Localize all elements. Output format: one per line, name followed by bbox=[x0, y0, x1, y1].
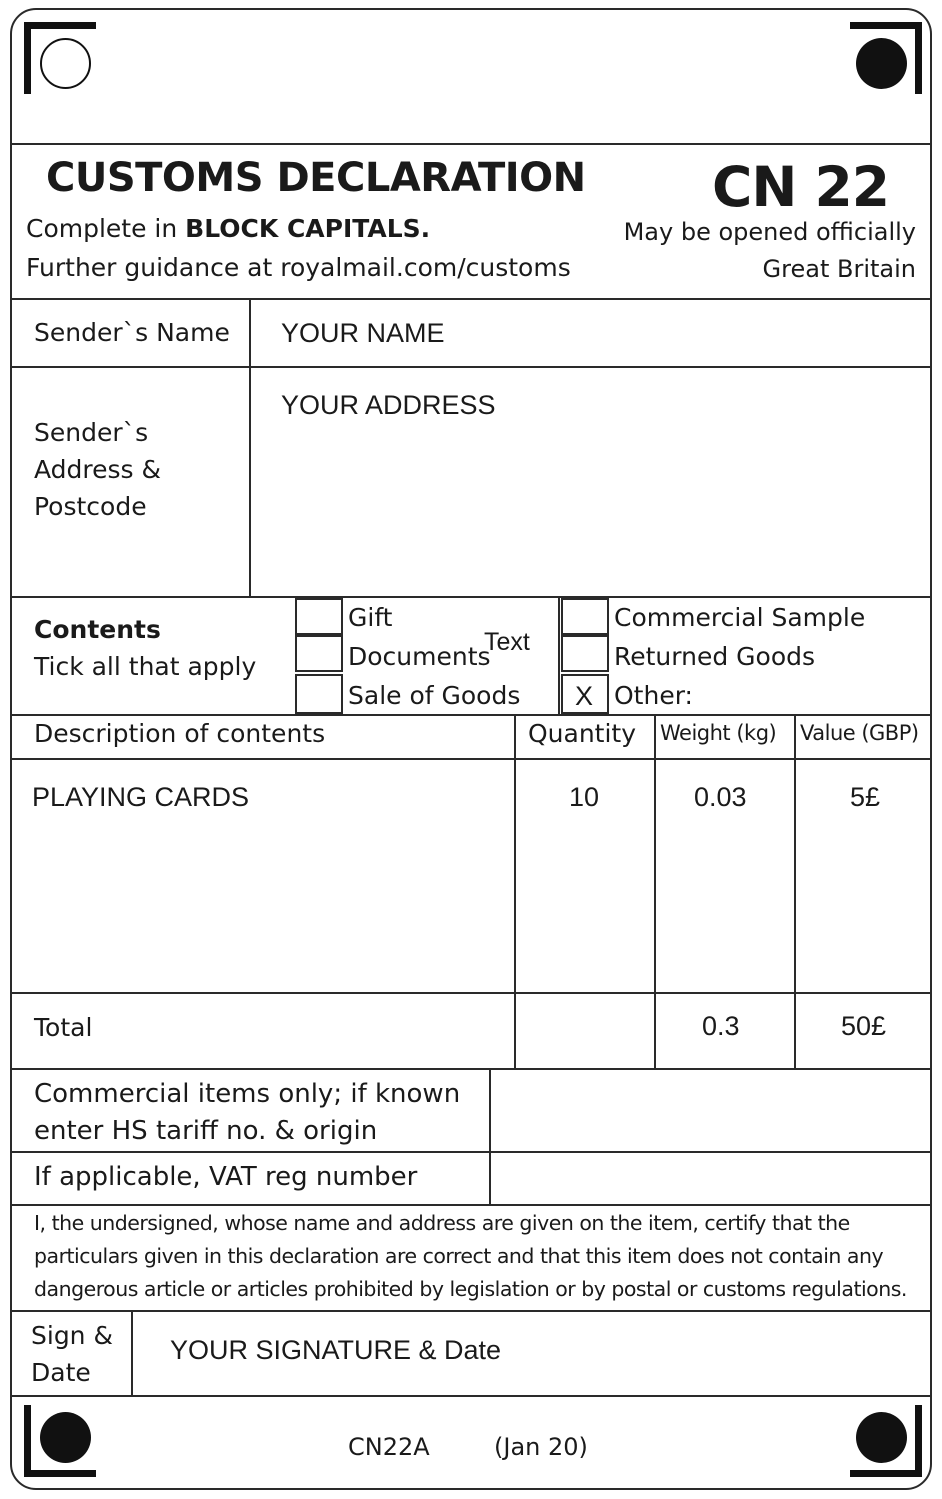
option-other-label: Other: bbox=[614, 681, 693, 710]
option-commercial-sample-label: Commercial Sample bbox=[614, 603, 866, 632]
form-title: CUSTOMS DECLARATION bbox=[46, 155, 586, 201]
declaration-line-3: dangerous article or articles prohibited by legislation or by postal or customs regulations. bbox=[34, 1277, 907, 1301]
guidance-line: Further guidance at royalmail.com/customs bbox=[26, 253, 571, 282]
footer-date: (Jan 20) bbox=[494, 1433, 588, 1461]
sign-label-1: Sign & bbox=[31, 1321, 113, 1350]
col-header-quantity: Quantity bbox=[528, 719, 637, 748]
item-weight-field[interactable]: 0.03 bbox=[694, 782, 747, 812]
opened-note: May be opened officially bbox=[623, 218, 916, 246]
hs-label-line-1: Commercial items only; if known bbox=[34, 1079, 461, 1109]
option-gift-label: Gift bbox=[348, 603, 393, 632]
rule-sign-divider bbox=[131, 1310, 133, 1395]
rule-weight-divider bbox=[654, 714, 656, 1068]
item-value-field[interactable]: 5£ bbox=[850, 782, 881, 812]
rule-signature-bottom bbox=[10, 1395, 932, 1397]
hollow-circle-icon bbox=[40, 38, 91, 89]
declaration-line-2: particulars given in this declaration are correct and that this item does not contain any bbox=[34, 1244, 884, 1268]
rule-header-top bbox=[10, 143, 932, 145]
sender-address-label-2: Address & bbox=[34, 455, 162, 484]
form-code: CN 22 bbox=[712, 155, 890, 219]
country-label: Great Britain bbox=[762, 255, 916, 283]
sender-name-field[interactable]: YOUR NAME bbox=[281, 318, 445, 348]
item-quantity-field[interactable]: 10 bbox=[569, 782, 600, 812]
sender-name-label: Sender`s Name bbox=[34, 318, 230, 347]
checkbox-commercial-sample[interactable] bbox=[561, 598, 609, 635]
option-returned-goods-label: Returned Goods bbox=[614, 642, 816, 671]
col-header-weight: Weight (kg) bbox=[660, 721, 777, 745]
rule-hs-bottom bbox=[10, 1151, 932, 1153]
rule-declaration-bottom bbox=[10, 1310, 932, 1312]
contents-sublabel: Tick all that apply bbox=[34, 652, 257, 681]
rule-vat-bottom bbox=[10, 1204, 932, 1206]
instruction-line bbox=[26, 214, 430, 243]
checkbox-sale-of-goods[interactable] bbox=[295, 674, 343, 714]
rule-left-options-end bbox=[558, 598, 560, 714]
filled-circle-icon bbox=[40, 1412, 91, 1463]
rule-header-bottom bbox=[10, 298, 932, 300]
sign-label-2: Date bbox=[31, 1358, 91, 1387]
rule-sender-divider bbox=[249, 298, 251, 596]
total-label: Total bbox=[34, 1013, 93, 1042]
hs-label-line-2: enter HS tariff no. & origin bbox=[34, 1116, 378, 1146]
instruction-prefix: Complete in bbox=[26, 214, 186, 243]
total-weight-field[interactable]: 0.3 bbox=[702, 1011, 740, 1041]
checkbox-returned-goods[interactable] bbox=[561, 635, 609, 672]
contents-label: Contents bbox=[34, 615, 161, 644]
sender-address-label-1: Sender`s bbox=[34, 418, 149, 447]
sender-address-label-3: Postcode bbox=[34, 492, 147, 521]
col-header-description: Description of contents bbox=[34, 719, 326, 748]
declaration-line-1: I, the undersigned, whose name and address are given on the item, certify that the bbox=[34, 1211, 850, 1235]
option-sale-of-goods-label: Sale of Goods bbox=[348, 681, 521, 710]
stray-text-annotation: Text bbox=[484, 628, 530, 656]
rule-total-bottom bbox=[10, 1068, 932, 1070]
checkbox-other-mark: X bbox=[575, 681, 594, 711]
option-documents-label: Documents bbox=[348, 642, 491, 671]
checkbox-gift[interactable] bbox=[295, 598, 343, 635]
signature-field[interactable]: YOUR SIGNATURE & Date bbox=[170, 1335, 502, 1365]
rule-name-bottom bbox=[10, 366, 932, 368]
rule-value-divider bbox=[794, 714, 796, 1068]
sender-address-field[interactable]: YOUR ADDRESS bbox=[281, 390, 496, 420]
total-value-field[interactable]: 50£ bbox=[841, 1011, 887, 1041]
col-header-value: Value (GBP) bbox=[800, 721, 919, 745]
filled-circle-icon bbox=[856, 38, 907, 89]
footer-form-code: CN22A bbox=[348, 1433, 430, 1461]
filled-circle-icon bbox=[856, 1412, 907, 1463]
item-description-field[interactable]: PLAYING CARDS bbox=[32, 782, 250, 812]
rule-hs-divider bbox=[489, 1068, 491, 1204]
rule-address-bottom bbox=[10, 596, 932, 598]
instruction-bold: BLOCK CAPITALS. bbox=[185, 214, 431, 243]
vat-label: If applicable, VAT reg number bbox=[34, 1162, 418, 1192]
checkbox-documents[interactable] bbox=[295, 635, 343, 672]
rule-qty-divider bbox=[514, 714, 516, 1068]
